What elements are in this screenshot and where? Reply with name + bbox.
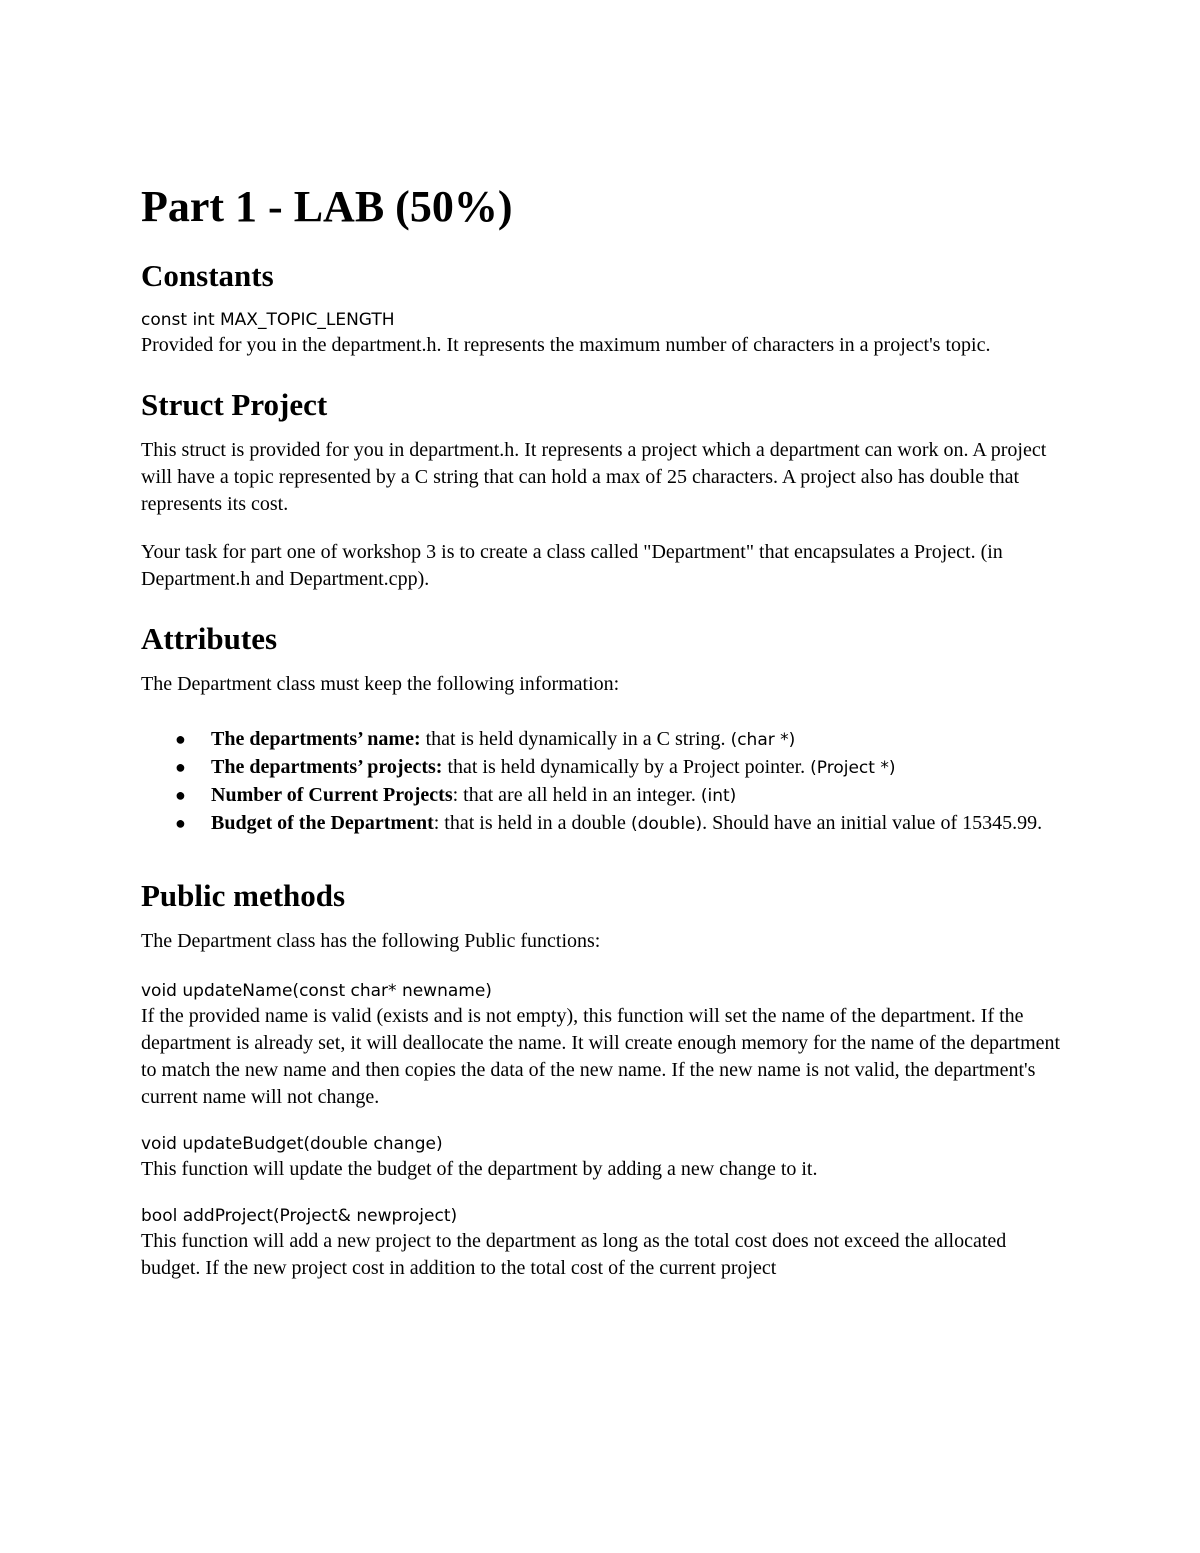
bullet-icon: ● — [175, 729, 186, 749]
attribute-text: that is held dynamically by a Project pointer. — [442, 756, 811, 778]
attribute-type: (double) — [630, 814, 703, 834]
attribute-name: Budget of the Department — [211, 812, 434, 834]
bullet-icon: ● — [175, 757, 186, 777]
constant-description: Provided for you in the department.h. It represents the maximum number of characters in a project's topic. — [141, 334, 991, 356]
list-item — [141, 754, 1061, 782]
method-block — [141, 1132, 1061, 1183]
attribute-name: The departments’ name: — [211, 728, 421, 750]
document-page — [141, 178, 1061, 1303]
method-signature: void updateBudget(double change) — [141, 1134, 443, 1154]
attribute-text: : that is held in a double — [433, 812, 631, 834]
constant-signature: const int MAX_TOPIC_LENGTH — [141, 310, 395, 330]
method-block — [141, 1204, 1061, 1282]
list-item — [141, 782, 1061, 810]
list-item — [141, 726, 1061, 754]
attributes-heading: Attributes — [141, 621, 278, 656]
bullet-icon: ● — [175, 785, 186, 805]
method-description: This function will add a new project to the department as long as the total cost does not exceed the allocated budget. If the new project cost in addition to the total cost of the current project — [141, 1230, 1007, 1279]
struct-project-paragraph: This struct is provided for you in department.h. It represents a project which a department can work on. A project will have a topic represented by a C string that can hold a max of 25 characters. A project also has double that represents its cost. — [141, 439, 1047, 515]
attribute-tail: . Should have an initial value of 15345.99. — [702, 812, 1043, 834]
task-paragraph: Your task for part one of workshop 3 is to create a class called "Department" that encapsulates a Project. (in Department.h and Department.cpp). — [141, 541, 1003, 590]
document-title: Part 1 - LAB (50%) — [141, 182, 513, 231]
attribute-type: (char *) — [730, 730, 796, 750]
attributes-list — [141, 726, 1061, 838]
method-description: If the provided name is valid (exists and is not empty), this function will set the name of the department. If the department is already set, it will deallocate the name. It will create enough memory for the name of the department to match the new name and then copies the data of the new name. If the new name is not valid, the department's current name will not change. — [141, 1005, 1061, 1108]
public-methods-heading: Public methods — [141, 878, 346, 913]
method-signature: void updateName(const char* newname) — [141, 981, 492, 1001]
struct-project-heading: Struct Project — [141, 387, 328, 422]
attribute-text: : that are all held in an integer. — [452, 784, 701, 806]
method-block — [141, 979, 1061, 1111]
constants-block — [141, 308, 1061, 359]
attribute-type: (int) — [700, 786, 737, 806]
attributes-intro: The Department class must keep the following information: — [141, 673, 620, 695]
public-methods-intro: The Department class has the following Public functions: — [141, 930, 601, 952]
attribute-text: that is held dynamically in a C string. — [420, 728, 731, 750]
attribute-name: The departments’ projects: — [211, 756, 443, 778]
constants-heading: Constants — [141, 258, 274, 293]
list-item — [141, 810, 1061, 838]
attribute-name: Number of Current Projects — [211, 784, 453, 806]
method-signature: bool addProject(Project& newproject) — [141, 1206, 458, 1226]
bullet-icon: ● — [175, 813, 186, 833]
attribute-type: (Project *) — [810, 758, 896, 778]
method-description: This function will update the budget of the department by adding a new change to it. — [141, 1158, 818, 1180]
